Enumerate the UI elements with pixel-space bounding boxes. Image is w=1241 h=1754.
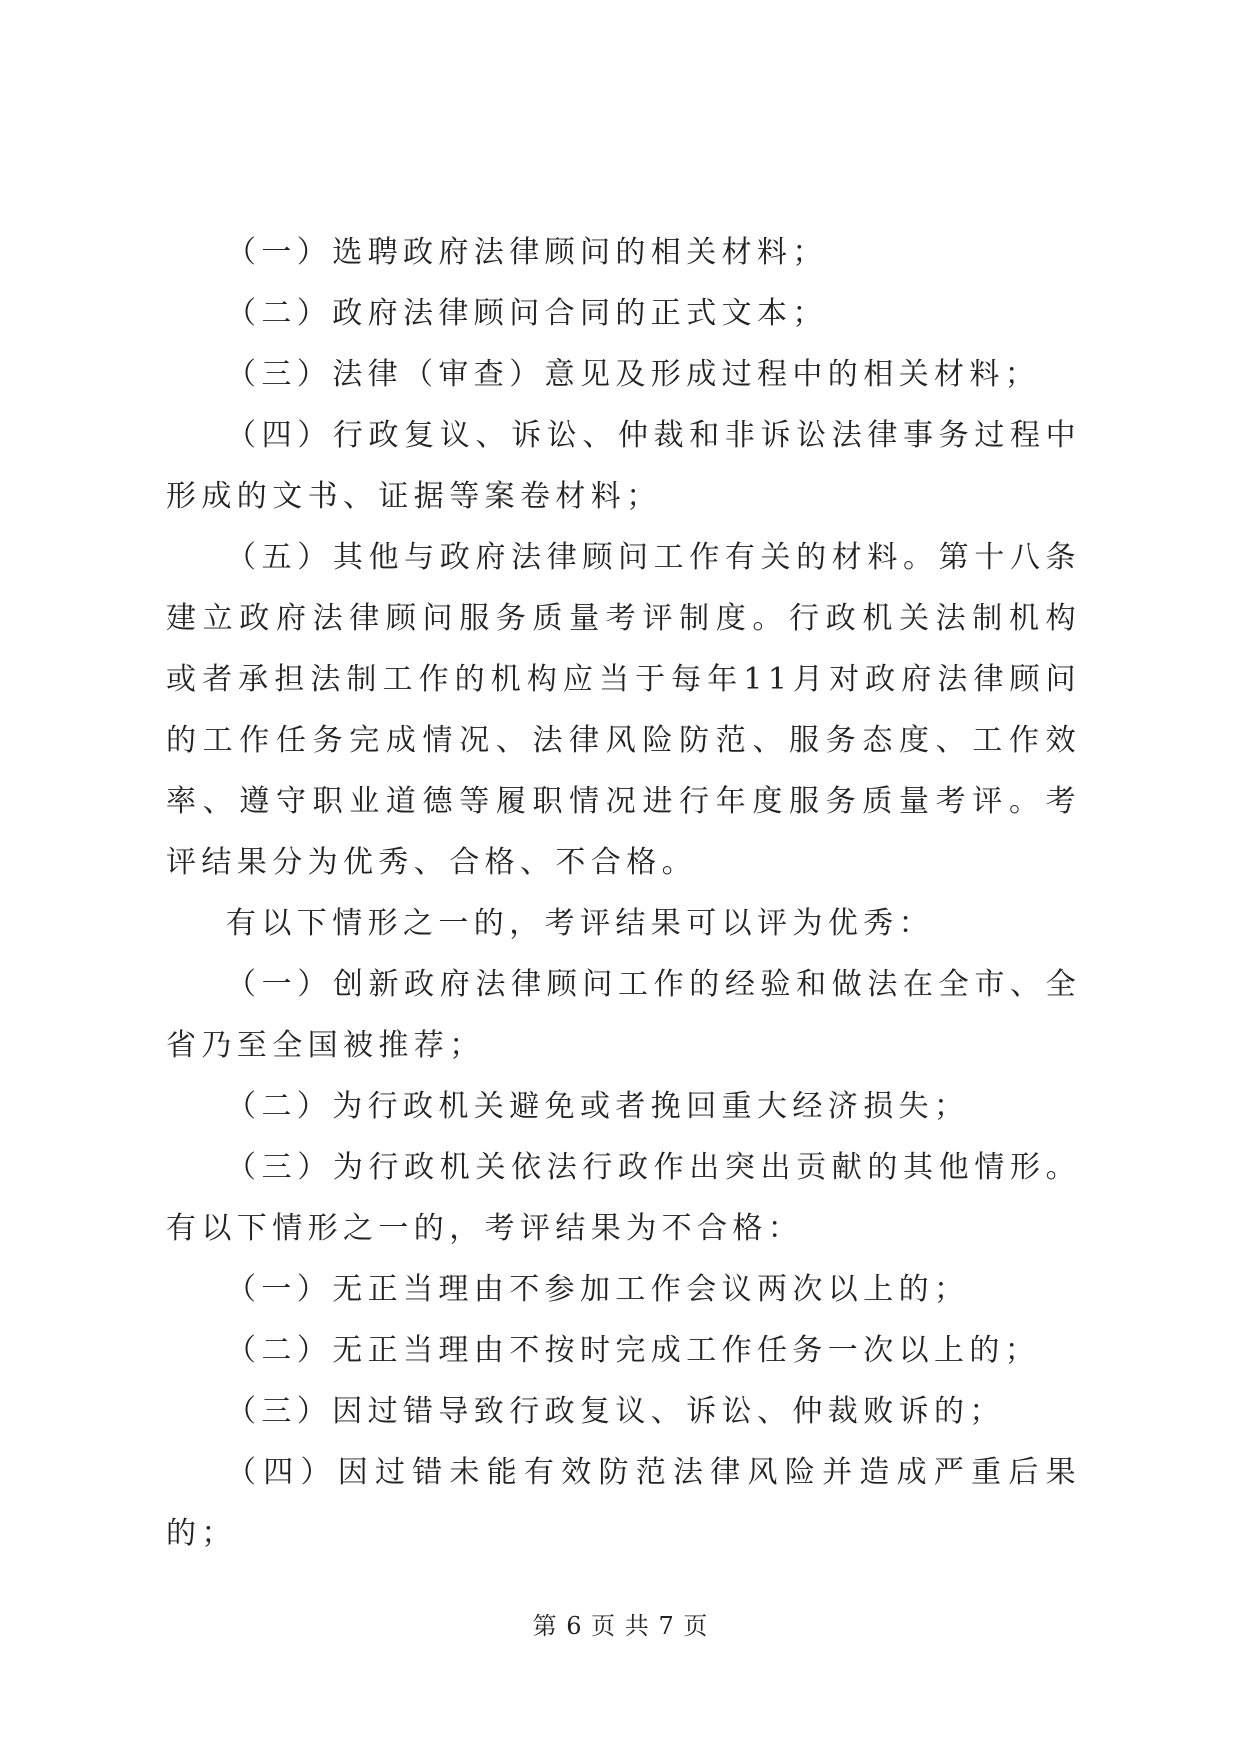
paragraph-excellent-1: （一）创新政府法律顾问工作的经验和做法在全市、全省乃至全国被推荐； (166, 967, 1081, 1063)
page-number-footer: 第 6 页 共 7 页 (532, 1612, 709, 1640)
paragraph-excellent-3: （三）为行政机关依法行政作出突出贡献的其他情形。有以下情形之一的，考评结果为不合格： (166, 1150, 1081, 1246)
paragraph-unqualified-1: （一）无正当理由不参加工作会议两次以上的； (226, 1272, 970, 1307)
paragraph-item-3: （三）法律（审查）意见及形成过程中的相关材料； (226, 357, 1041, 392)
paragraph-excellent-2: （二）为行政机关避免或者挽回重大经济损失； (226, 1089, 970, 1124)
paragraph-item-5: （五）其他与政府法律顾问工作有关的材料。第十八条建立政府法律顾问服务质量考评制度。行政机关法制机构或者承担法制工作的机构应当于每年11月对政府法律顾问的工作任务完成情况、法律风险防范、服务态度、工作效率、遵守职业道德等履职情况进行年度服务质量考评。考评结果分为优秀、合格、不合格。 (166, 540, 1081, 880)
paragraph-unqualified-3: （三）因过错导致行政复议、诉讼、仲裁败诉的； (226, 1394, 1005, 1429)
paragraph-item-1: （一）选聘政府法律顾问的相关材料； (226, 235, 828, 270)
paragraph-unqualified-2: （二）无正当理由不按时完成工作任务一次以上的； (226, 1333, 1041, 1368)
paragraph-item-2: （二）政府法律顾问合同的正式文本； (226, 296, 828, 331)
paragraph-excellent-criteria-intro: 有以下情形之一的，考评结果可以评为优秀： (226, 906, 934, 941)
document-body (166, 222, 1081, 1564)
paragraph-unqualified-4: （四）因过错未能有效防范法律风险并造成严重后果的； (166, 1455, 1081, 1551)
paragraph-item-4: （四）行政复议、诉讼、仲裁和非诉讼法律事务过程中形成的文书、证据等案卷材料； (166, 418, 1081, 514)
